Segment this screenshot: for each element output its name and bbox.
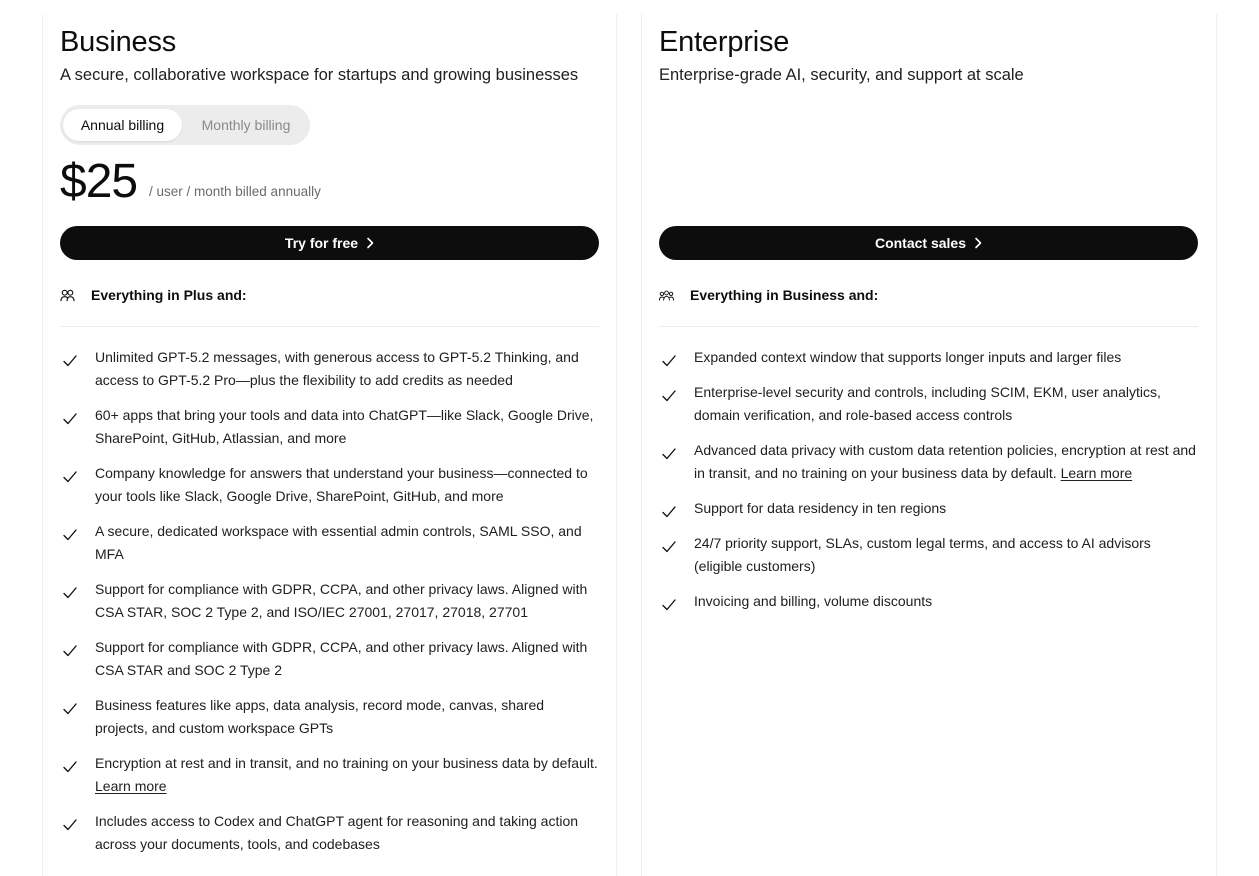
check-icon [662, 541, 676, 553]
feature-text: Unlimited GPT-5.2 messages, with generous access to GPT-5.2 Thinking, and access to GPT-5.2 Pro—plus the flexibility to add credits as needed [95, 349, 579, 388]
check-icon [662, 448, 676, 460]
price: $25 [60, 155, 138, 208]
feature-item [60, 810, 599, 856]
annual-billing-option[interactable]: Annual billing [63, 109, 182, 141]
feature-item [659, 346, 1198, 369]
button-label: Try for free [284, 235, 359, 251]
check-icon [63, 761, 77, 773]
feature-text: 24/7 priority support, SLAs, custom legal terms, and access to AI advisors (eligible customers) [694, 535, 1151, 574]
feature-item [659, 532, 1198, 578]
billing-toggle [60, 105, 310, 145]
plan-title: Enterprise [659, 26, 790, 58]
feature-item [659, 590, 1198, 613]
two-people-icon [60, 288, 75, 303]
plan-title: Business [60, 26, 177, 58]
learn-more-link[interactable]: Learn more [1060, 465, 1133, 481]
divider [60, 326, 599, 327]
check-icon [63, 645, 77, 657]
divider [659, 326, 1198, 327]
check-icon [63, 413, 77, 425]
price-note: / user / month billed annually [149, 184, 321, 199]
feature-list [60, 346, 599, 868]
chevron-right-icon [366, 237, 374, 249]
feature-text: A secure, dedicated workspace with essential admin controls, SAML SSO, and MFA [95, 523, 582, 562]
feature-text: Advanced data privacy with custom data retention policies, encryption at rest and in transit, and no training on your business data by default. [694, 442, 1196, 481]
chevron-right-icon [974, 237, 982, 249]
check-icon [662, 355, 676, 367]
feature-text: Enterprise-level security and controls, including SCIM, EKM, user analytics, domain verification, and role-based access controls [694, 384, 1161, 423]
feature-item [659, 439, 1198, 485]
business-plan-card [42, 14, 617, 876]
contact-sales-button[interactable] [659, 226, 1198, 260]
feature-item [659, 381, 1198, 427]
monthly-billing-option[interactable]: Monthly billing [201, 117, 291, 133]
button-label: Contact sales [874, 235, 967, 251]
check-icon [662, 390, 676, 402]
feature-text: Company knowledge for answers that understand your business—connected to your tools like Slack, Google Drive, SharePoint, GitHub, and more [95, 465, 588, 504]
check-icon [63, 529, 77, 541]
features-heading-label: Everything in Plus and: [91, 287, 247, 303]
check-icon [63, 471, 77, 483]
check-icon [662, 599, 676, 611]
feature-item [60, 578, 599, 624]
check-icon [63, 703, 77, 715]
feature-item [60, 404, 599, 450]
three-people-icon [659, 288, 674, 303]
features-heading-label: Everything in Business and: [690, 287, 879, 303]
learn-more-link[interactable]: Learn more [95, 778, 167, 794]
check-icon [63, 355, 77, 367]
feature-item [60, 752, 599, 798]
check-icon [63, 819, 77, 831]
features-heading [60, 287, 247, 303]
plan-subtitle: Enterprise-grade AI, security, and support at scale [659, 66, 1024, 84]
feature-item [60, 694, 599, 740]
feature-text: Encryption at rest and in transit, and no training on your business data by default. [95, 755, 598, 771]
feature-text: Support for compliance with GDPR, CCPA, and other privacy laws. Aligned with CSA STAR and SOC 2 Type 2 [95, 639, 588, 678]
feature-text: Support for data residency in ten regions [694, 500, 947, 516]
feature-text: Expanded context window that supports longer inputs and larger files [694, 349, 1122, 365]
feature-text: Includes access to Codex and ChatGPT agent for reasoning and taking action across your documents, tools, and codebases [95, 813, 579, 852]
feature-text: Support for compliance with GDPR, CCPA, and other privacy laws. Aligned with CSA STAR, SOC 2 Type 2, and ISO/IEC 27001, 27017, 27018, 27701 [95, 581, 588, 620]
feature-item [659, 497, 1198, 520]
features-heading [659, 287, 878, 303]
feature-item [60, 346, 599, 392]
try-for-free-button[interactable] [60, 226, 599, 260]
check-icon [63, 587, 77, 599]
enterprise-plan-card [641, 14, 1217, 876]
feature-item [60, 462, 599, 508]
check-icon [662, 506, 676, 518]
feature-text: 60+ apps that bring your tools and data into ChatGPT—like Slack, Google Drive, SharePoint, GitHub, Atlassian, and more [95, 407, 594, 446]
feature-item [60, 636, 599, 682]
feature-text: Invoicing and billing, volume discounts [694, 593, 933, 609]
feature-list [659, 346, 1198, 625]
plan-subtitle: A secure, collaborative workspace for startups and growing businesses [60, 66, 579, 84]
feature-text: Business features like apps, data analysis, record mode, canvas, shared projects, and custom workspace GPTs [95, 697, 545, 736]
feature-item [60, 520, 599, 566]
